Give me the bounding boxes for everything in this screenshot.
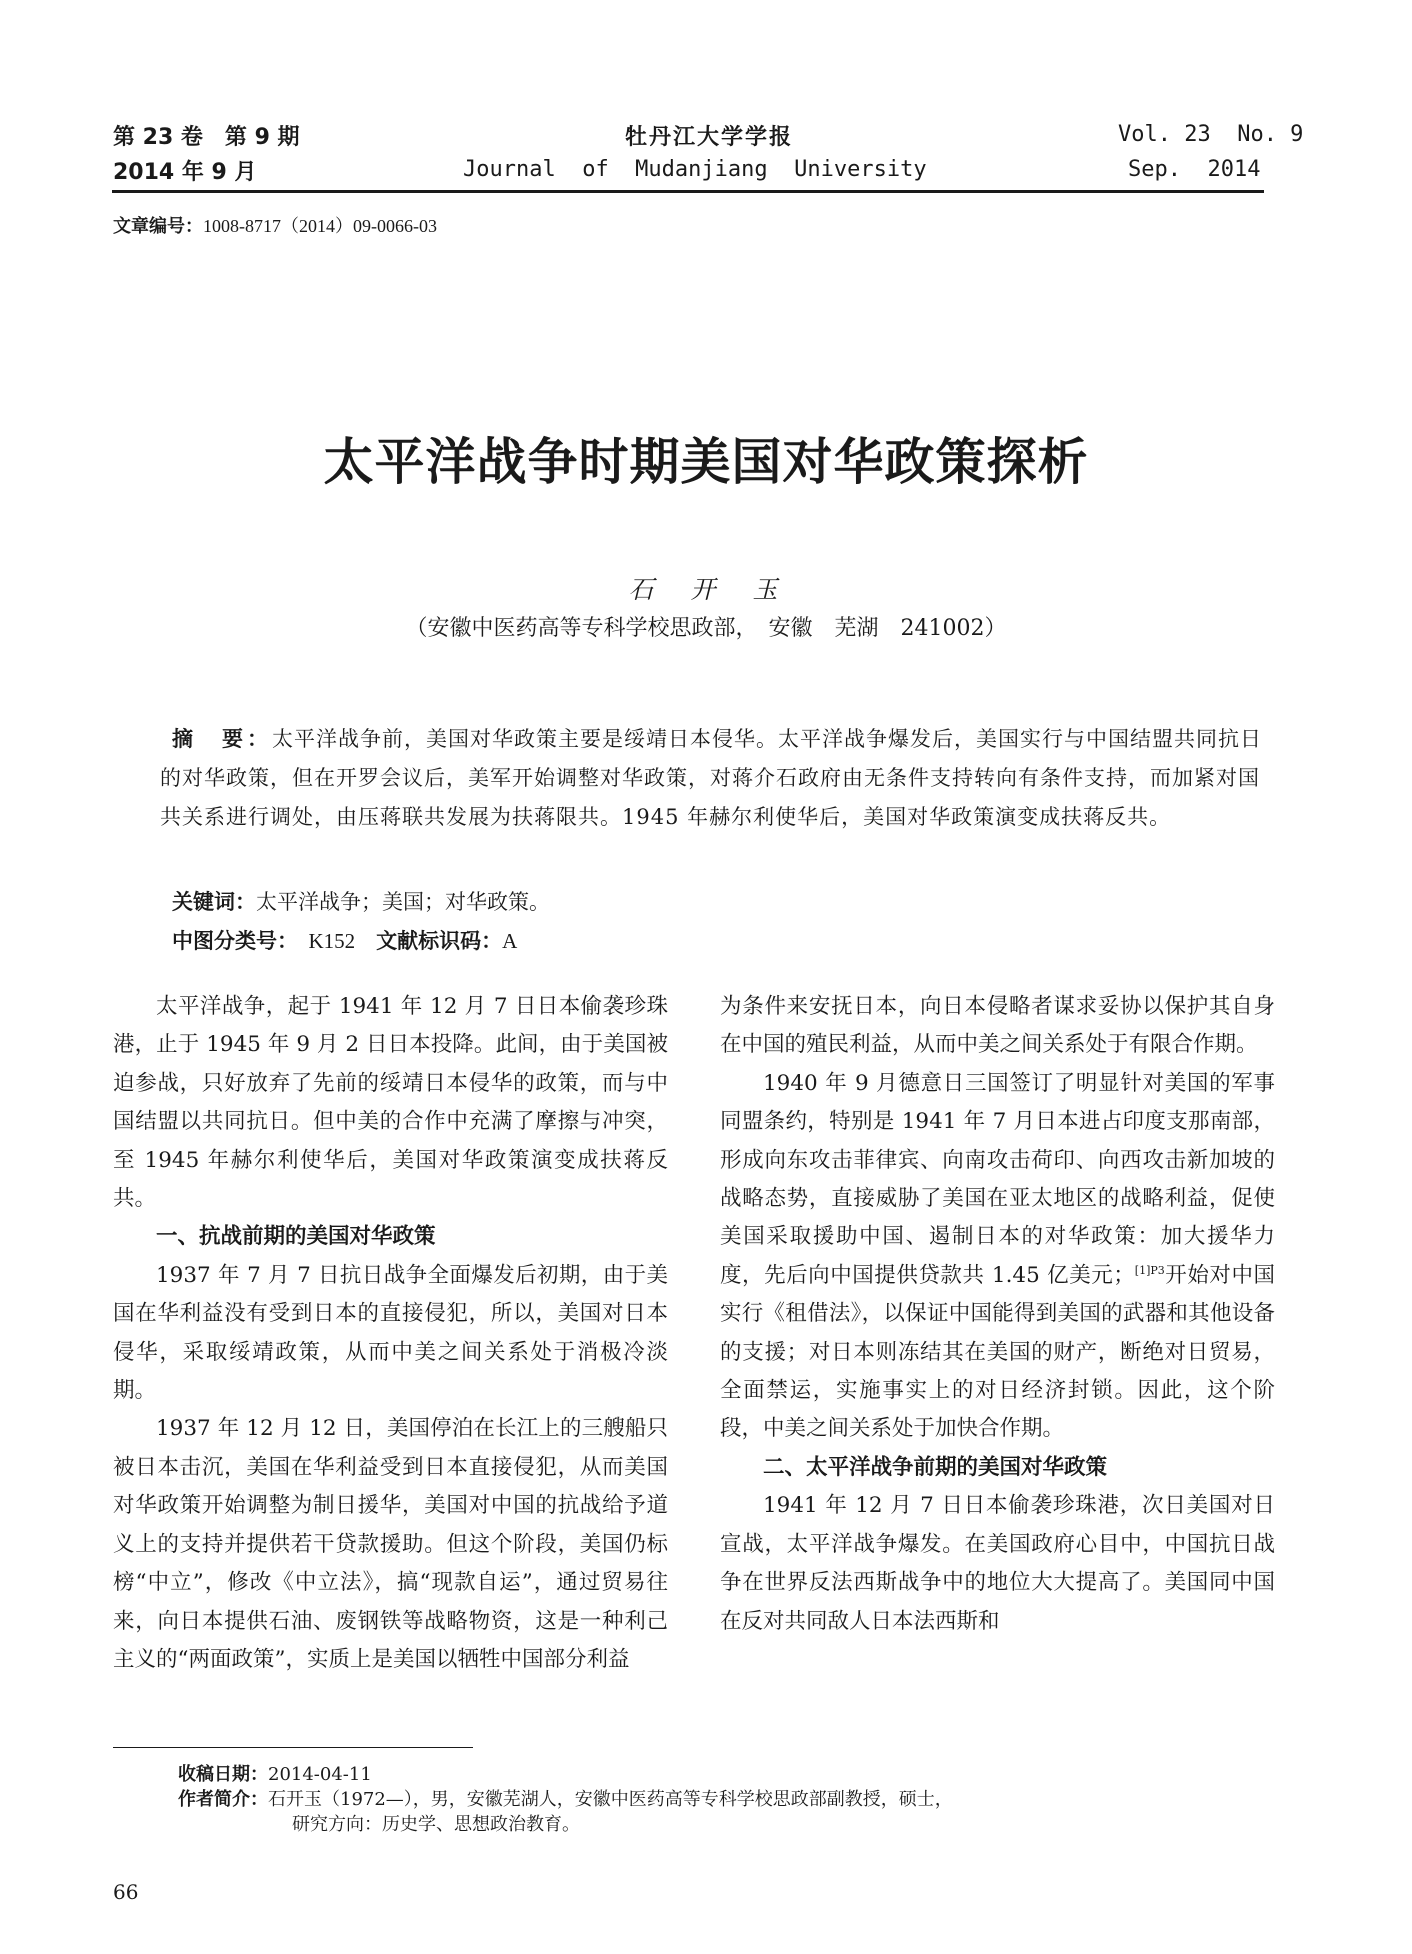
body-paragraph: 1937 年 7 月 7 日抗日战争全面爆发后初期，由于美国在华利益没有受到日本的直接侵犯，所以，美国对日本侵华，采取绥靖政策，从而中美之间关系处于消极冷淡期。 [113, 1262, 668, 1404]
classification [172, 925, 517, 955]
keywords-text: 太平洋战争；美国；对华政策。 [256, 890, 550, 914]
body-paragraph: 1937 年 12 月 12 日，美国停泊在长江上的三艘船只被日本击沉，美国在华利益受到日本直接侵犯，从而美国对华政策开始调整为制日援华，美国对中国的抗战给予道义上的支持并提供若干贷款援助。但这个阶段，美国仍标榜“中立”，修改《中立法》，搞“现款自运”，通过贸易往来，向日本提供石油、废钢铁等战略物资，这是一种利己主义的“两面政策”，实质上是美国以牺牲中国部分利益 [113, 1416, 668, 1672]
article-id-value: 1008-8717（2014）09-0066-03 [203, 216, 437, 236]
doc-code-value: A [502, 929, 518, 953]
received-label: 收稿日期： [178, 1764, 268, 1785]
section-heading-2: 二、太平洋战争前期的美国对华政策 [763, 1454, 1108, 1480]
body-paragraph [720, 1065, 1275, 1449]
article-title: 太平洋战争时期美国对华政策探析 [323, 433, 1089, 491]
body-column-right [720, 988, 1275, 1641]
header-rule [112, 190, 1264, 193]
header-journal-en: Journal of Mudanjiang University [463, 157, 927, 182]
clc-label: 中图分类号： [172, 929, 288, 953]
author-bio-value: 石开玉（1972—），男，安徽芜湖人，安徽中医药高等专科学校思政部副教授，硕士， [268, 1789, 953, 1810]
body-paragraph: 为条件来安抚日本，向日本侵略者谋求妥协以保护其自身在中国的殖民利益，从而中美之间关系处于有限合作期。 [720, 994, 1275, 1058]
body-text: 开始对中国实行《租借法》，以保证中国能得到美国的武器和其他设备的支援；对日本则冻结其在美国的财产，断绝对日贸易，全面禁运，实施事实上的对日经济封锁。因此，这个阶段，中美之间关系处于加快合作期。 [720, 1262, 1275, 1442]
header-date-cn: 2014 年 9 月 [113, 160, 257, 185]
received-value: 2014-04-11 [268, 1764, 372, 1785]
clc-value: K152 [308, 929, 356, 953]
section-heading-1: 一、抗战前期的美国对华政策 [156, 1224, 436, 1250]
abstract-label: 摘 要： [172, 727, 272, 751]
abstract [160, 720, 1280, 837]
author-bio-label: 作者简介： [178, 1789, 268, 1810]
body-paragraph: 1941 年 12 月 7 日日本偷袭珍珠港，次日美国对日宣战，太平洋战争爆发。在美国政府心目中，中国抗日战争在世界反法西斯战争中的地位大大提高了。美国同中国在反对共同敌人日本法西斯和 [720, 1493, 1275, 1634]
footnote-research: 研究方向：历史学、思想政治教育。 [292, 1814, 580, 1835]
doc-code-label: 文献标识码： [376, 929, 503, 953]
article-id-label: 文章编号： [113, 216, 203, 237]
author-affiliation: （安徽中医药高等专科学校思政部， 安徽 芜湖 241002） [405, 616, 1007, 641]
page-number: 66 [113, 1880, 139, 1904]
header-date-en: Sep. 2014 [1128, 157, 1261, 182]
keywords [172, 886, 550, 916]
footnote-rule [113, 1747, 473, 1748]
header-journal-cn: 牡丹江大学学报 [625, 125, 794, 150]
citation-reference: [1]P3 [1134, 1263, 1165, 1277]
footnote-author [178, 1787, 953, 1812]
header-volume-issue-en: Vol. 23 No. 9 [1118, 122, 1304, 147]
body-column-left [113, 988, 668, 1679]
abstract-text: 太平洋战争前，美国对华政策主要是绥靖日本侵华。太平洋战争爆发后，美国实行与中国结盟共同抗日的对华政策，但在开罗会议后，美军开始调整对华政策，对蒋介石政府由无条件支持转向有条件支持，而加紧对国共关系进行调处，由压蒋联共发展为扶蒋限共。1945 年赫尔利使华后，美国对华政策演变成扶蒋反共。 [160, 727, 1262, 829]
body-paragraph: 太平洋战争，起于 1941 年 12 月 7 日日本偷袭珍珠港，止于 1945 年 9 月 2 日日本投降。此间，由于美国被迫参战，只好放弃了先前的绥靖日本侵华的政策，而与中国结盟以共同抗日。但中美的合作中充满了摩擦与冲突，至 1945 年赫尔利使华后，美国对华政策演变成扶蒋反共。 [113, 994, 668, 1212]
article-id [113, 212, 437, 238]
author-name: 石 开 玉 [628, 575, 784, 604]
header-volume-issue-cn: 第 23 卷 第 9 期 [113, 125, 300, 150]
body-text: 1940 年 9 月德意日三国签订了明显针对美国的军事同盟条约，特别是 1941 年 7 月日本进占印度支那南部，形成向东攻击菲律宾、向南攻击荷印、向西攻击新加坡的战略态势，直接威胁了美国在亚太地区的战略利益，促使美国采取援助中国、遏制日本的对华政策：加大援华力度，先后向中国提供贷款共 1.45 亿美元； [720, 1070, 1275, 1288]
keywords-label: 关键词： [172, 890, 256, 914]
footnote-received [178, 1762, 372, 1787]
